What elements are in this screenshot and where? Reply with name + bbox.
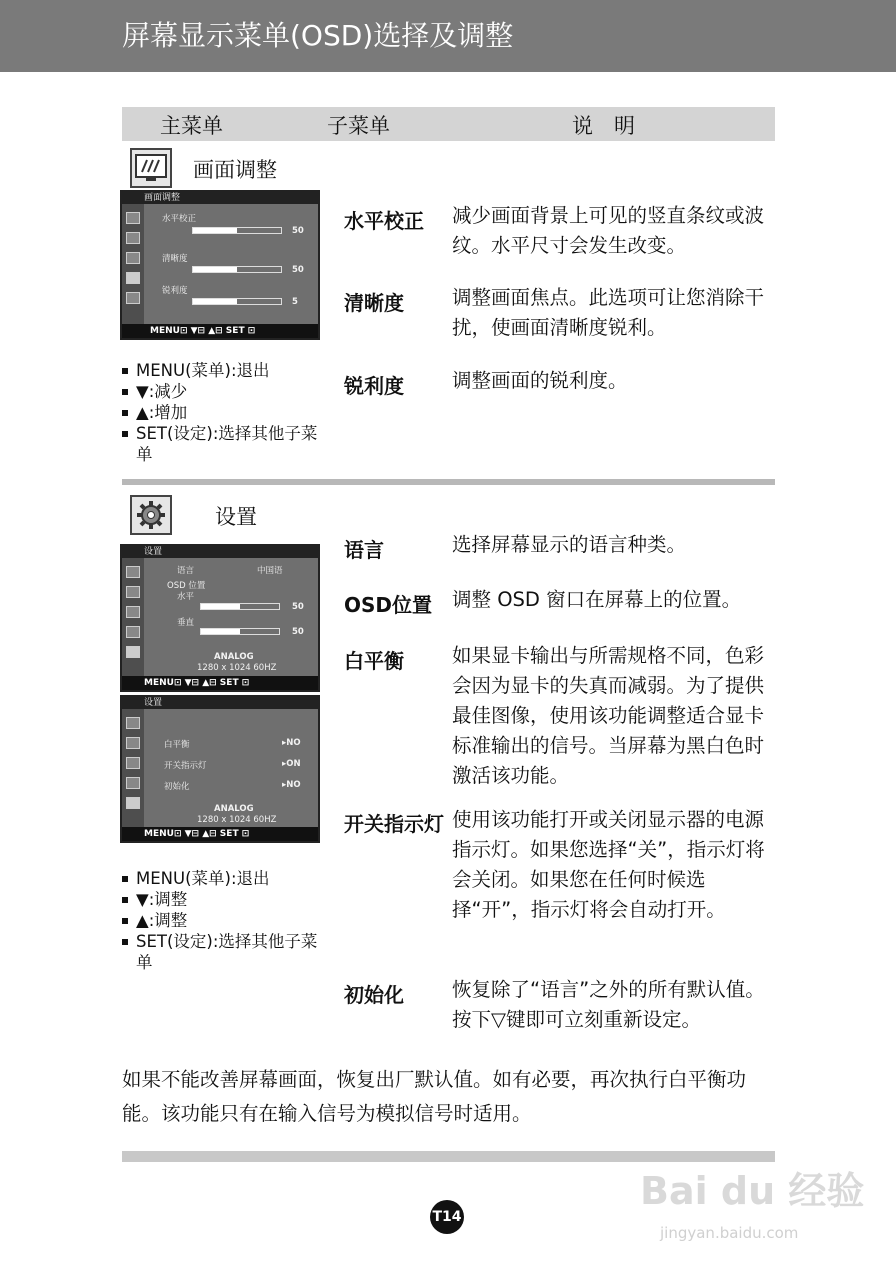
- osd-footer: MENU⊡ ▼⊟ ▲⊟ SET ⊡: [122, 676, 318, 690]
- description: 调整画面的锐利度。: [452, 369, 628, 392]
- key-notes: [122, 868, 322, 973]
- description: 减少画面背景上可见的竖直条纹或波纹。水平尺寸会发生改变。: [452, 204, 765, 257]
- header-main-menu: 主菜单: [160, 114, 223, 138]
- note-item: ▲:调整: [122, 910, 322, 931]
- note-item: ▼:调整: [122, 889, 322, 910]
- description: 使用该功能打开或关闭显示器的电源指示灯。如果您选择“关”，指示灯将会关闭。如果您在任何时候选择“开”，指示灯将会自动打开。: [452, 808, 765, 921]
- section1-title: 画面调整: [193, 158, 277, 182]
- osd-position-label: OSD 位置: [167, 581, 206, 591]
- osd-language-value: 中国语: [257, 566, 283, 576]
- note-item: SET(设定):选择其他子菜单: [122, 423, 321, 465]
- osd-v-label: 垂直: [177, 618, 195, 628]
- osd-item-label: 清晰度: [162, 254, 188, 264]
- term: 水平校正: [344, 209, 424, 233]
- term: OSD位置: [344, 593, 433, 617]
- osd-row-label: 白平衡: [164, 740, 190, 750]
- osd-h-label: 水平: [177, 592, 195, 602]
- osd-item-value: 50: [292, 226, 304, 236]
- osd-title: 设置: [122, 546, 318, 558]
- osd-row-label: 初始化: [164, 782, 190, 792]
- footer-paragraph: 如果不能改善屏幕画面，恢复出厂默认值。如有必要，再次执行白平衡功能。该功能只有在输入信号为模拟信号时适用。: [122, 1068, 747, 1125]
- term: 开关指示灯: [344, 812, 444, 836]
- osd-resolution: 1280 x 1024 60HZ: [197, 663, 277, 673]
- term: 锐利度: [344, 374, 404, 398]
- osd-v-value: 50: [292, 627, 304, 637]
- osd-setup-panel: [120, 544, 320, 692]
- note-item: ▼:减少: [122, 381, 322, 402]
- osd-level-bar: [200, 628, 280, 635]
- osd-title: 画面调整: [122, 192, 318, 204]
- section2-title: 设置: [215, 505, 257, 529]
- osd-signal: ANALOG: [214, 652, 254, 662]
- osd-level-bar: [192, 227, 282, 234]
- osd-level-bar: [192, 266, 282, 273]
- term: 初始化: [344, 983, 404, 1007]
- page-title: 屏幕显示菜单(OSD)选择及调整: [122, 19, 514, 52]
- osd-resolution: 1280 x 1024 60HZ: [197, 815, 277, 825]
- osd-row-value: ▸ON: [282, 759, 301, 769]
- page-number: T14: [430, 1200, 464, 1234]
- osd-item-value: 5: [292, 297, 298, 307]
- osd-item-label: 锐利度: [162, 286, 188, 296]
- osd-row-value: ▸NO: [282, 780, 301, 790]
- note-item: ▲:增加: [122, 402, 322, 423]
- watermark-url: jingyan.baidu.com: [660, 1224, 799, 1242]
- osd-footer: MENU⊡ ▼⊟ ▲⊟ SET ⊡: [122, 827, 318, 841]
- osd-row-label: 开关指示灯: [164, 761, 207, 771]
- picture-adjust-icon: [130, 148, 172, 188]
- term: 白平衡: [344, 649, 404, 673]
- table-header: [122, 107, 775, 141]
- page-header-bar: [0, 0, 896, 72]
- term: 清晰度: [344, 291, 404, 315]
- osd-language-label: 语言: [177, 566, 195, 576]
- osd-level-bar: [200, 603, 280, 610]
- description: 调整画面焦点。此选项可让您消除干扰，使画面清晰度锐利。: [452, 286, 765, 339]
- osd-level-bar: [192, 298, 282, 305]
- osd-side-menu: [122, 558, 144, 676]
- header-submenu: 子菜单: [327, 114, 390, 138]
- osd-row-value: ▸NO: [282, 738, 301, 748]
- osd-footer: MENU⊡ ▼⊟ ▲⊟ SET ⊡: [122, 324, 318, 338]
- osd-signal: ANALOG: [214, 804, 254, 814]
- gear-icon: [130, 495, 172, 535]
- osd-title: 设置: [122, 697, 318, 709]
- osd-item-value: 50: [292, 265, 304, 275]
- osd-setup-panel-2: [120, 695, 320, 843]
- osd-side-menu: [122, 709, 144, 827]
- osd-item-label: 水平校正: [162, 214, 197, 224]
- note-item: SET(设定):选择其他子菜单: [122, 931, 321, 973]
- osd-h-value: 50: [292, 602, 304, 612]
- osd-picture-panel: [120, 190, 320, 340]
- description: 调整 OSD 窗口在屏幕上的位置。: [452, 588, 742, 611]
- note-item: MENU(菜单):退出: [122, 360, 322, 381]
- header-description: 说 明: [572, 114, 635, 138]
- term: 语言: [344, 538, 384, 562]
- note-item: MENU(菜单):退出: [122, 868, 322, 889]
- description: 如果显卡输出与所需规格不同，色彩会因为显卡的失真而减弱。为了提供最佳图像，使用该功能调整适合显卡标准输出的信号。当屏幕为黑白色时激活该功能。: [452, 644, 765, 787]
- osd-side-menu: [122, 204, 144, 324]
- watermark-logo: Bai du 经验: [640, 1169, 865, 1213]
- section-divider: [122, 479, 775, 485]
- description: 恢复除了“语言”之外的所有默认值。按下▽键即可立刻重新设定。: [452, 978, 765, 1031]
- description: 选择屏幕显示的语言种类。: [452, 533, 687, 556]
- key-notes: [122, 360, 322, 465]
